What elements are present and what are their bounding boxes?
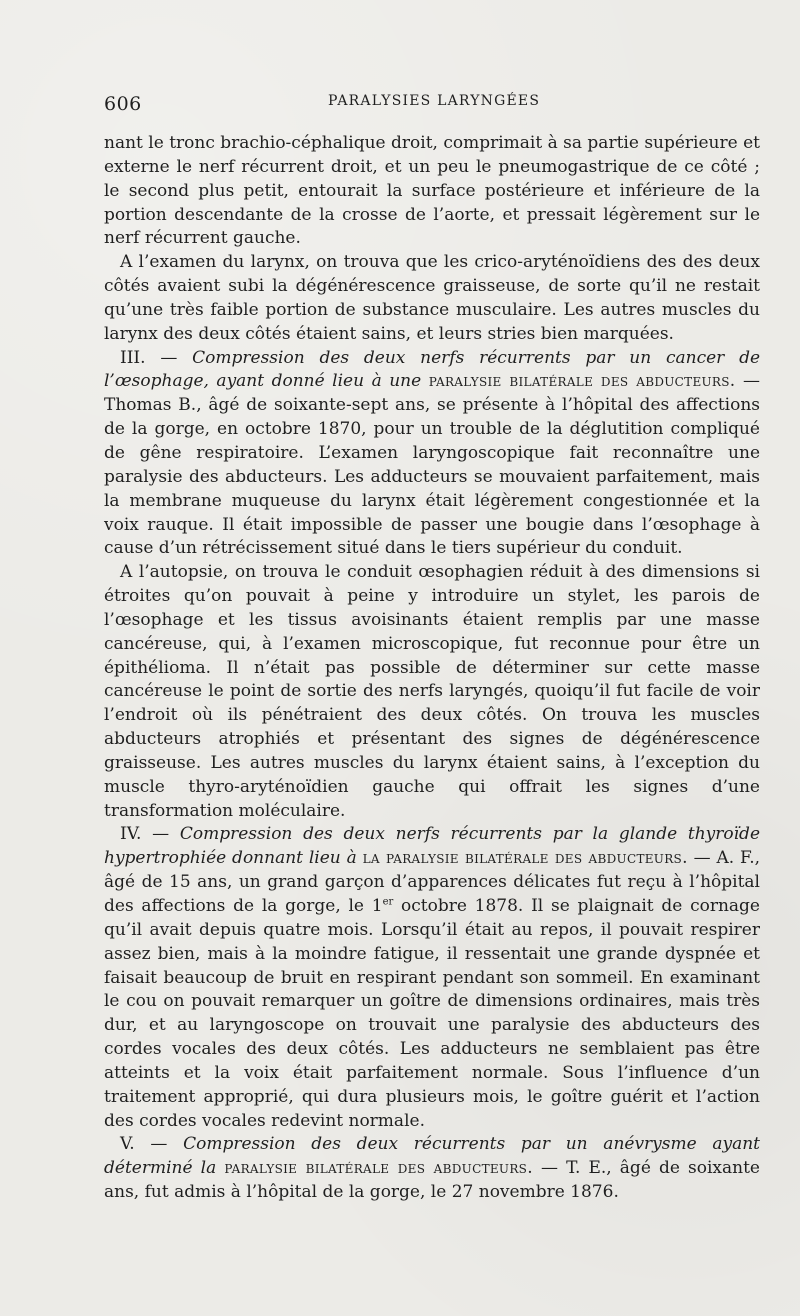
case-five-title: Compression des deux récurrents par un anévrysme ayant déterminé la [104,1134,761,1179]
case-five-text: — T. E., âgé de soixante ans, fut admis à l’hôpital de la gorge, le 27 novembre 1876. [104,1158,760,1203]
case-three-numeral: III. [120,347,146,368]
case-five-numeral: V. [120,1134,135,1155]
case-four-dash: — [152,824,170,845]
case-five-dash: — [150,1134,168,1155]
case-four-text-before-superscript: — A. F., âgé de 15 ans, un grand garçon d’apparences délicates fut reçu à l’hôpital des affections de la gorge, le 1 [104,848,761,916]
case-five-smallcaps: paralysie bilatérale des abducteurs. [224,1158,533,1179]
case-three-title: Compression des deux nerfs récurrents par un cancer de l’œsophage, ayant donné lieu à une [104,347,761,392]
case-three-smallcaps: paralysie bilatérale des abducteurs. [428,371,736,392]
case-four-numeral: IV. [120,824,142,845]
larynx-exam-paragraph: A l’examen du larynx, on trouva que les crico-aryténoïdiens des des deux côtés avaient subi la dégénérescence graisseuse, de sorte qu’il ne restait qu’une très faible portion de substance musculaire. Les autres muscles du larynx des deux côtés étaient sains, et leurs stries bien marquées. [104,252,760,344]
case-four-paragraph [104,823,760,1133]
page-number: 606 [104,93,142,115]
case-three-paragraph [104,347,760,562]
case-four-smallcaps: la paralysie bilatérale des abducteurs. [362,848,688,869]
continued-paragraph: nant le tronc brachio-céphalique droit, comprimait à sa partie supérieure et externe le nerf récurrent droit, et un peu le pneumogastrique de ce côté ; le second plus petit, entourait la surface postérieure et inférieure de la portion descendante de la crosse de l’aorte, et pressait légèrement sur le nerf récurrent gauche. [104,133,760,249]
page-body [104,132,760,1205]
case-five-paragraph [104,1133,760,1205]
case-four-text-after-superscript: octobre 1878. Il se plaignait de cornage qu’il avait depuis quatre mois. Lorsqu’il était au repos, il pouvait respirer assez bien, mais à la moindre fatigue, il ressentait une grande dyspnée et faisait beaucoup de bruit en respirant pendant son sommeil. En examinant le cou on pouvait remarquer un goître de dimensions ordinaires, mais très dur, et au laryngoscope on trouvait une paralysie des abducteurs des cordes vocales des deux côtés. Les adducteurs ne semblaient pas être atteints et la voix était parfaitement normale. Sous l’influence d’un traitement approprié, qui dura plusieurs mois, le goître guérit et l’action des cordes vocales redevint normale. [104,896,760,1131]
case-four-title: Compression des deux nerfs récurrents par la glande thyroïde hypertrophiée donnant lieu à [104,824,761,869]
autopsy-paragraph: A l’autopsie, on trouva le conduit œsophagien réduit à des dimensions si étroites qu’on pouvait à peine y introduire un stylet, les parois de l’œsophage et les tissus avoisinants étaient remplis par une masse cancéreuse, qui, à l’examen microscopique, fut reconnue pour être un épithélioma. Il n’était pas possible de déterminer sur cette masse cancéreuse le point de sortie des nerfs laryngés, quoiqu’il fut facile de voir l’endroit où ils pénétraient des deux côtés. On trouva les muscles abducteurs atrophiés et présentant des signes de dégénérescence graisseuse. Les autres muscles du larynx étaient sains, à l’exception du muscle thyro-aryténoïdien gauche qui offrait les signes d’une transformation moléculaire. [104,562,760,821]
running-head-title: PARALYSIES LARYNGÉES [328,93,541,109]
case-three-dash: — [160,347,178,368]
ordinal-superscript: er [382,896,394,908]
case-three-text: — Thomas B., âgé de soixante-sept ans, se présente à l’hôpital des affections de la gorge, en octobre 1870, pour un trouble de la déglutition compliqué de gêne respiratoire. L’examen laryngoscopique fait reconnaître une paralysie des abducteurs. Les adducteurs se mouvaient parfaitement, mais la membrane muqueuse du larynx était légèrement congestionnée et la voix rauque. Il était impossible de passer une bougie dans l’œsophage à cause d’un rétrécissement situé dans le tiers supérieur du conduit. [104,371,761,559]
running-head [104,93,760,117]
